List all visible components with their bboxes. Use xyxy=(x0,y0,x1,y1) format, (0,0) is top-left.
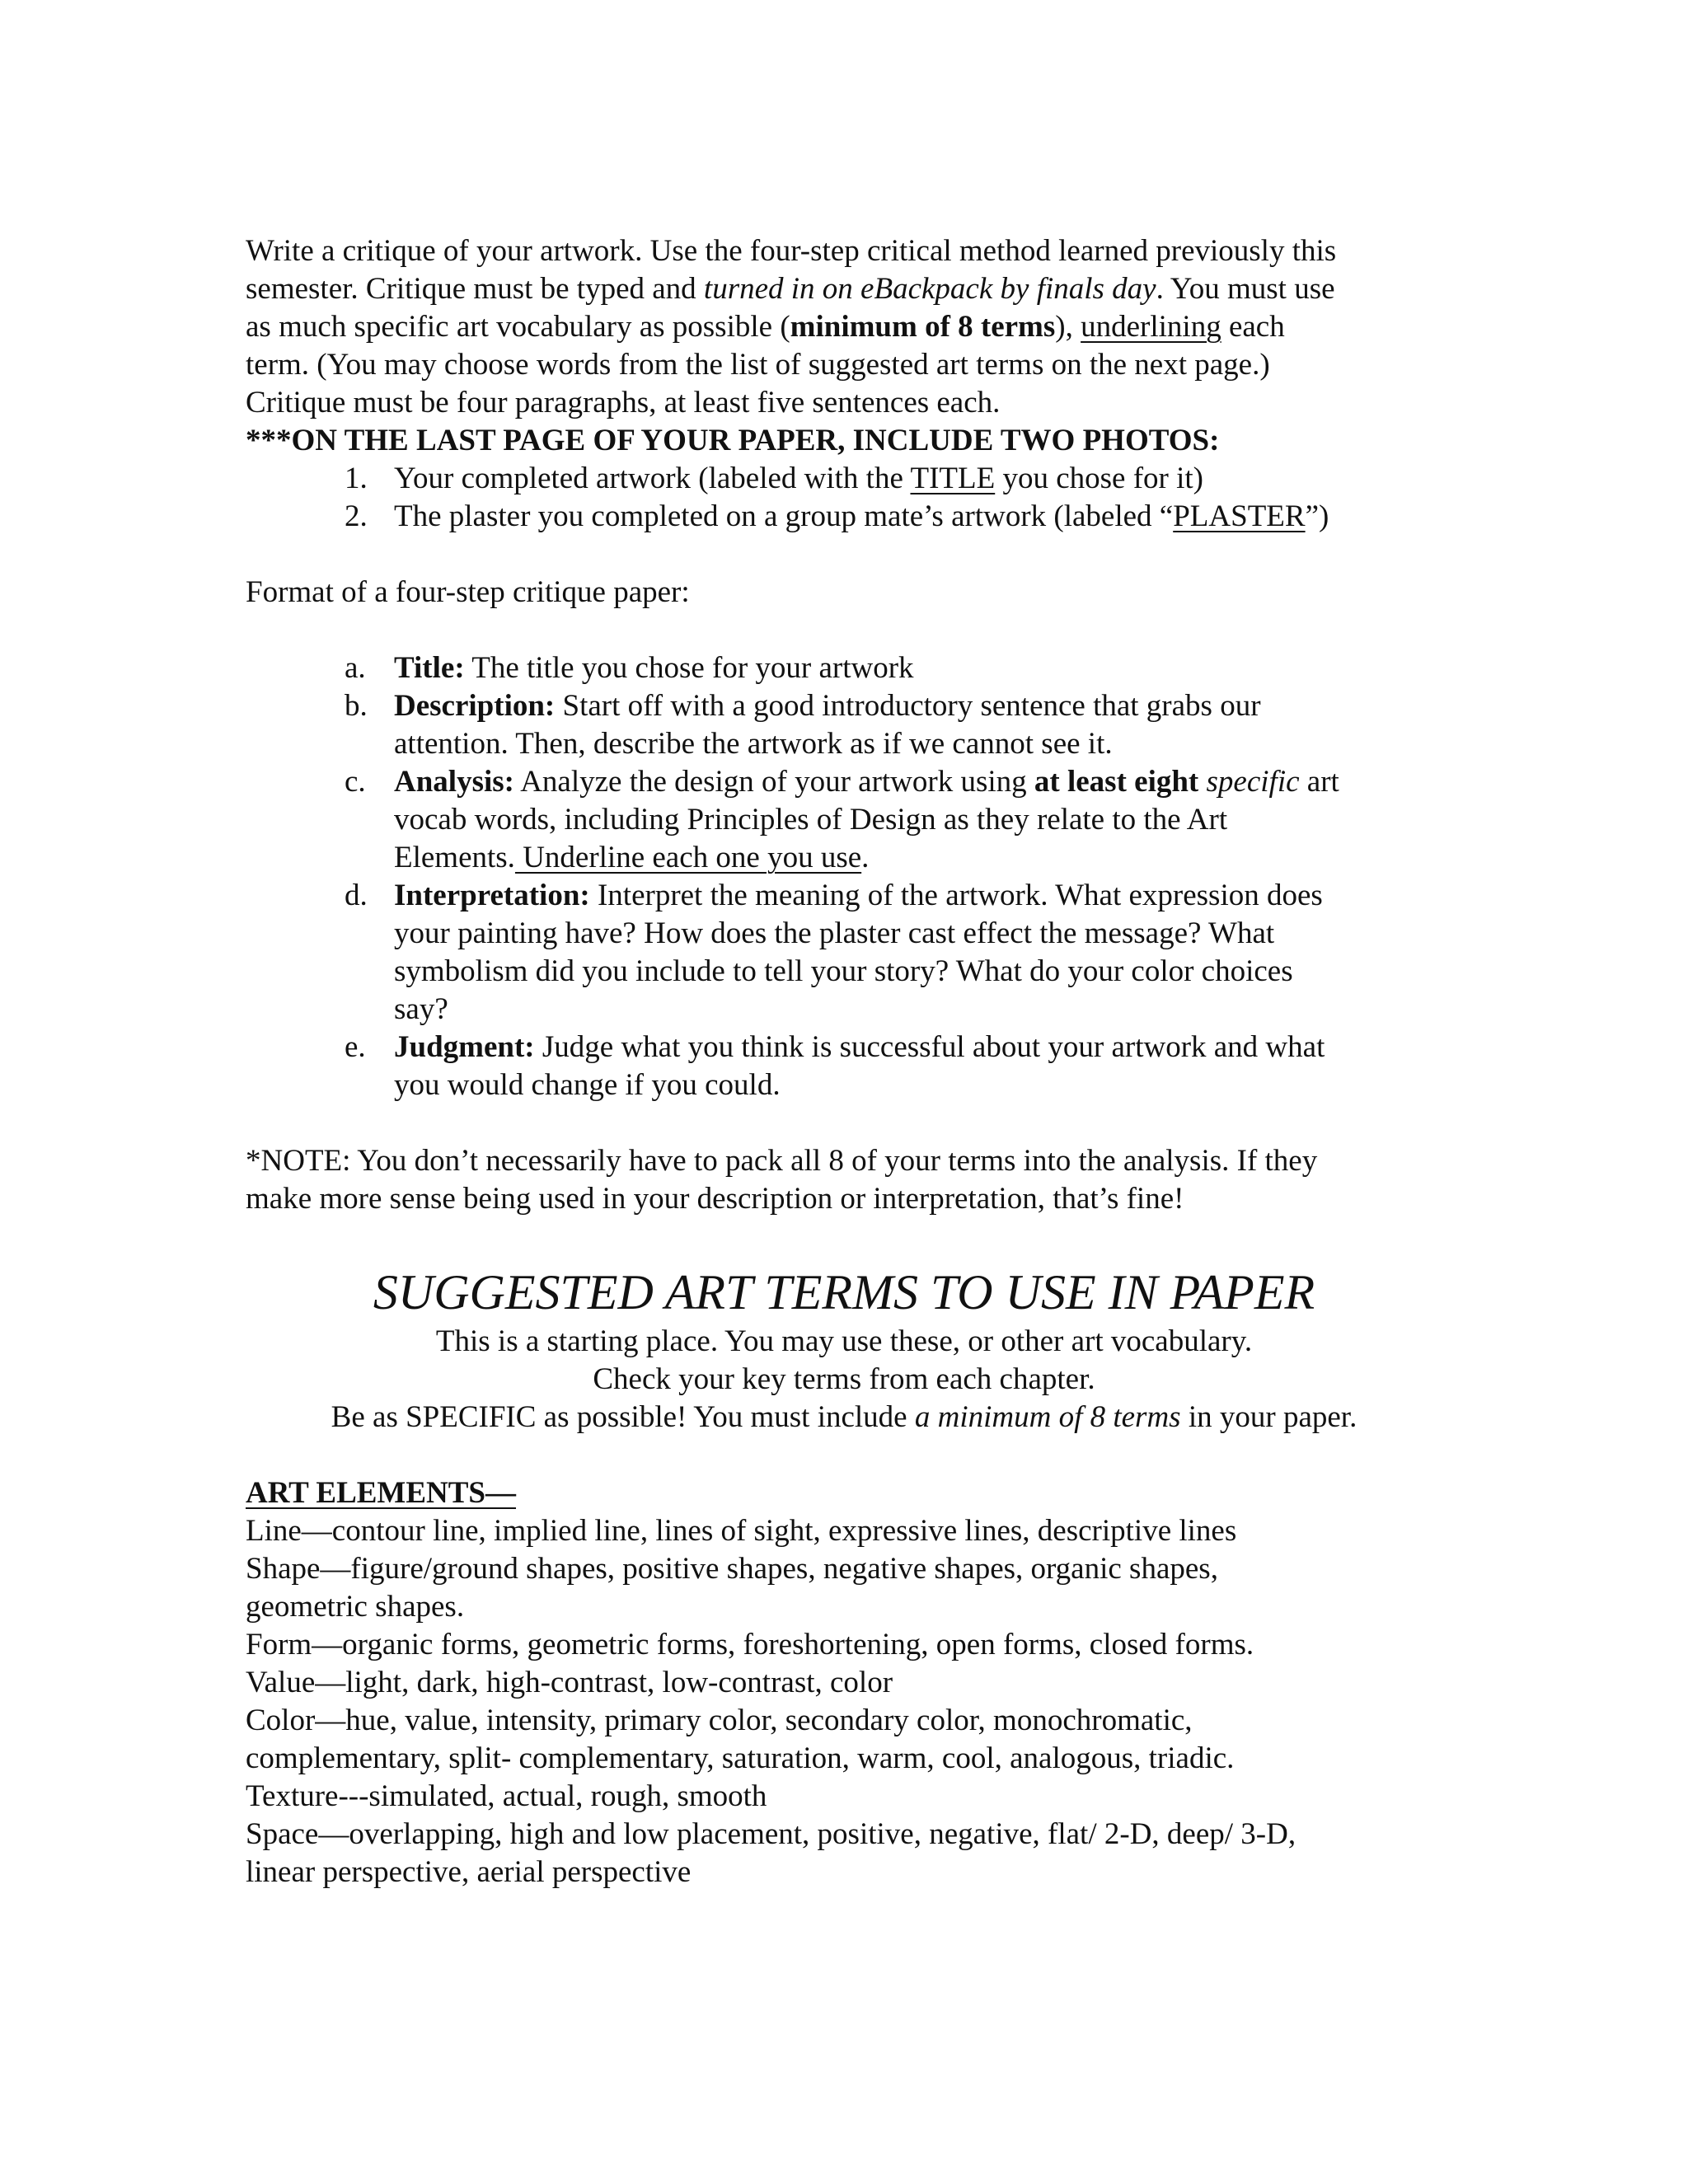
element-color-line-2: complementary, split- complementary, saturation, warm, cool, analogous, triadic. xyxy=(246,1741,1235,1775)
terms-subtitle-3: Be as SPECIFIC as possible! You must include a minimum of 8 terms in your paper. xyxy=(331,1400,1357,1434)
note-line-2: make more sense being used in your description or interpretation, that’s fine! xyxy=(246,1182,1184,1216)
step-analysis-line-1: Analysis: Analyze the design of your artwork using at least eight specific art xyxy=(394,765,1339,799)
element-color-line-1: Color—hue, value, intensity, primary color, secondary color, monochromatic, xyxy=(246,1704,1193,1737)
element-shape-line-2: geometric shapes. xyxy=(246,1590,465,1624)
element-line: Line—contour line, implied line, lines of sight, expressive lines, descriptive lines xyxy=(246,1514,1237,1548)
element-shape-line-1: Shape—figure/ground shapes, positive shapes, negative shapes, organic shapes, xyxy=(246,1552,1218,1586)
step-description-line-1: Description: Start off with a good introductory sentence that grabs our xyxy=(394,689,1261,723)
step-judgment-line-2: you would change if you could. xyxy=(394,1068,781,1102)
terms-subtitle-1: This is a starting place. You may use these, or other art vocabulary. xyxy=(435,1324,1253,1358)
suggested-terms-heading: SUGGESTED ART TERMS TO USE IN PAPER xyxy=(373,1265,1315,1319)
terms-subtitle-2: Check your key terms from each chapter. xyxy=(593,1362,1095,1396)
photo-item-2: The plaster you completed on a group mate’s artwork (labeled “PLASTER”) xyxy=(394,499,1329,533)
photos-instruction: ***ON THE LAST PAGE OF YOUR PAPER, INCLUDE TWO PHOTOS: xyxy=(246,424,1220,457)
intro-line-1: Write a critique of your artwork. Use the four-step critical method learned previously this xyxy=(246,234,1337,268)
element-form: Form—organic forms, geometric forms, foreshortening, open forms, closed forms. xyxy=(246,1628,1254,1661)
intro-line-5: Critique must be four paragraphs, at least five sentences each. xyxy=(246,386,1001,419)
list-letter: b. xyxy=(345,689,368,723)
step-interpretation-line-3: symbolism did you include to tell your story? What do your color choices xyxy=(394,954,1293,988)
step-interpretation-line-2: your painting have? How does the plaster cast effect the message? What xyxy=(394,916,1275,950)
step-interpretation-line-1: Interpretation: Interpret the meaning of the artwork. What expression does xyxy=(394,879,1323,912)
step-title: Title: The title you chose for your artwork xyxy=(394,651,914,685)
list-letter: c. xyxy=(345,765,366,799)
photo-item-1: Your completed artwork (labeled with the TITLE you chose for it) xyxy=(394,462,1203,495)
step-judgment-line-1: Judgment: Judge what you think is successful about your artwork and what xyxy=(394,1030,1325,1064)
list-number: 2. xyxy=(345,499,368,533)
step-analysis-line-2: vocab words, including Principles of Design as they relate to the Art xyxy=(394,803,1228,837)
step-description-line-2: attention. Then, describe the artwork as if we cannot see it. xyxy=(394,727,1113,761)
element-space-line-1: Space—overlapping, high and low placement, positive, negative, flat/ 2-D, deep/ 3-D, xyxy=(246,1817,1296,1851)
intro-line-3: as much specific art vocabulary as possible (minimum of 8 terms), underlining each xyxy=(246,310,1285,344)
list-number: 1. xyxy=(345,462,368,495)
format-label: Format of a four-step critique paper: xyxy=(246,575,690,609)
list-letter: e. xyxy=(345,1030,366,1064)
step-analysis-line-3: Elements. Underline each one you use. xyxy=(394,841,870,874)
list-letter: a. xyxy=(345,651,366,685)
list-letter: d. xyxy=(345,879,368,912)
element-texture: Texture---simulated, actual, rough, smooth xyxy=(246,1779,767,1813)
element-value: Value—light, dark, high-contrast, low-contrast, color xyxy=(246,1666,893,1699)
art-elements-heading: ART ELEMENTS— xyxy=(246,1476,517,1510)
intro-line-2: semester. Critique must be typed and turned in on eBackpack by finals day. You must use xyxy=(246,272,1335,306)
step-interpretation-line-4: say? xyxy=(394,992,448,1026)
note-line-1: *NOTE: You don’t necessarily have to pack all 8 of your terms into the analysis. If they xyxy=(246,1144,1318,1178)
element-space-line-2: linear perspective, aerial perspective xyxy=(246,1855,692,1889)
intro-line-4: term. (You may choose words from the list of suggested art terms on the next page.) xyxy=(246,348,1270,382)
